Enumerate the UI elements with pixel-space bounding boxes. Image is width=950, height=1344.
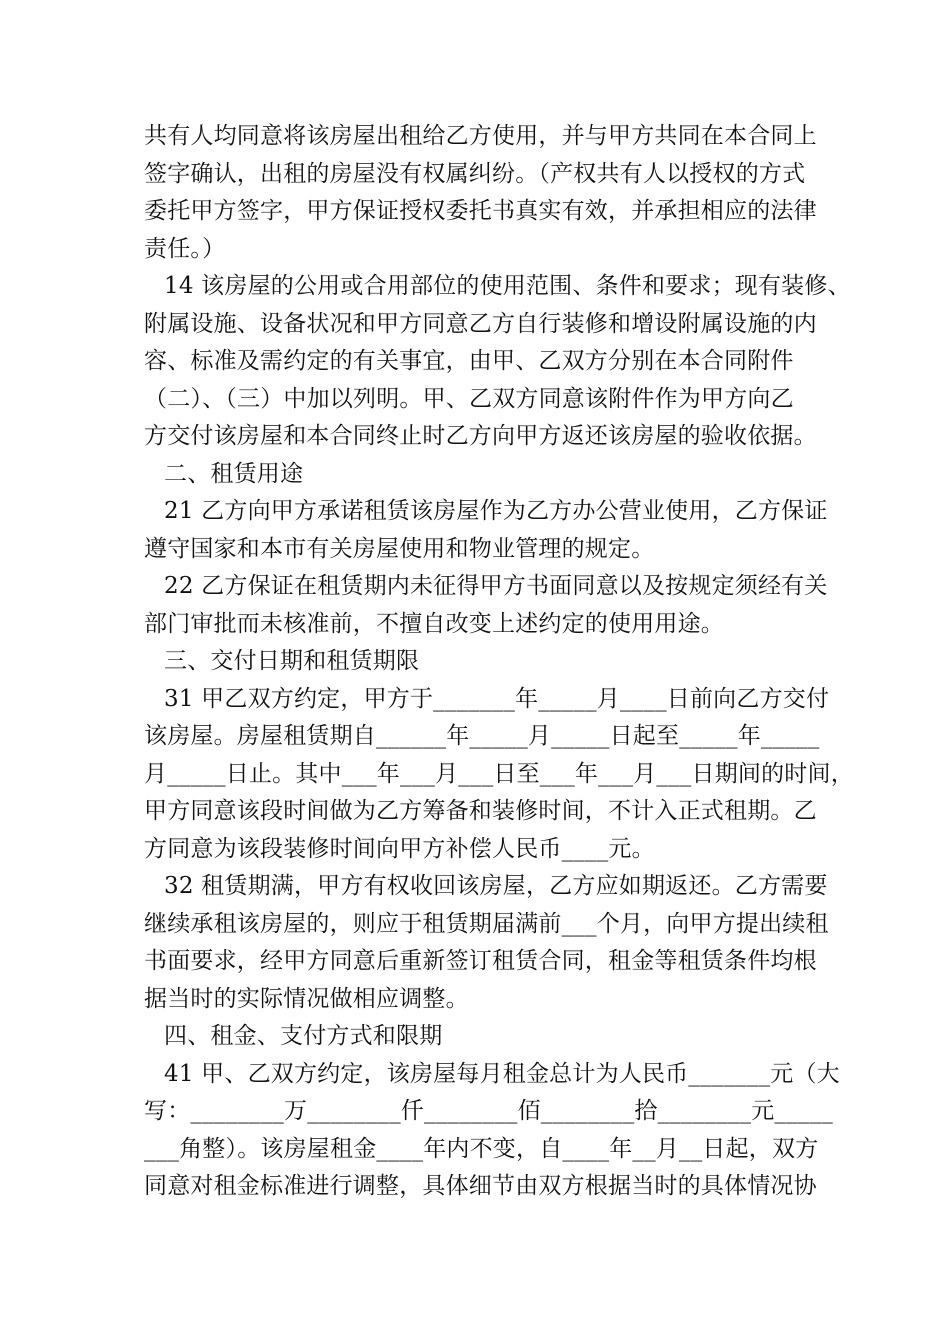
text-line: 写：________万________仟________佰________拾________元_____	[144, 1098, 833, 1124]
section-heading-delivery-and-term: 三、交付日期和租赁期限	[164, 648, 420, 674]
text-line: 共有人均同意将该房屋出租给乙方使用，并与甲方共同在本合同上	[144, 123, 817, 149]
text-line: 继续承租该房屋的，则应于租赁期届满前___个月，向甲方提出续租	[144, 910, 829, 937]
clause-1-4-start: 14 该房屋的公用或合用部位的使用范围、条件和要求；现有装修、	[164, 273, 851, 299]
text-line: 据当时的实际情况做相应调整。	[144, 985, 469, 1012]
clause-2-1-start: 21 乙方向甲方承诺租赁该房屋作为乙方办公营业使用，乙方保证	[164, 498, 828, 524]
text-line: 责任。）	[144, 235, 226, 262]
section-heading-lease-purpose: 二、租赁用途	[164, 460, 304, 487]
text-line: 同意对租金标准进行调整，具体细节由双方根据当时的具体情况协	[144, 1173, 817, 1199]
text-line: 委托甲方签字，甲方保证授权委托书真实有效，并承担相应的法律	[144, 198, 817, 224]
clause-3-1-start: 31 甲乙双方约定，甲方于_______年_____月____日前向乙方交付	[164, 685, 830, 712]
text-line: 该房屋。房屋租赁期自______年_____月_____日起至_____年_____	[144, 723, 820, 749]
section-heading-rent-and-payment: 四、租金、支付方式和限期	[164, 1023, 443, 1049]
text-line: 书面要求，经甲方同意后重新签订租赁合同，租金等租赁条件均根	[144, 948, 817, 974]
clause-4-1-start: 41 甲、乙双方约定，该房屋每月租金总计为人民币_______元（大	[164, 1060, 840, 1087]
text-line: 附属设施、设备状况和甲方同意乙方自行装修和增设附属设施的内	[144, 310, 817, 337]
text-line: ___角整）。该房屋租金____年内不变，自____年__月__日起，双方	[144, 1135, 819, 1162]
text-line: 方交付该房屋和本合同终止时乙方向甲方返还该房屋的验收依据。	[144, 423, 817, 449]
text-line: 容、标准及需约定的有关事宜，由甲、乙双方分别在本合同附件	[144, 348, 794, 374]
text-line: 签字确认，出租的房屋没有权属纠纷。（产权共有人以授权的方式	[144, 160, 806, 187]
text-line: 方同意为该段装修时间向甲方补偿人民币____元。	[144, 835, 655, 862]
clause-3-2-start: 32 租赁期满，甲方有权收回该房屋，乙方应如期返还。乙方需要	[164, 873, 828, 899]
clause-2-2-start: 22 乙方保证在租赁期内未征得甲方书面同意以及按规定须经有关	[164, 573, 828, 599]
text-line: 甲方同意该段时间做为乙方筹备和装修时间，不计入正式租期。乙	[144, 798, 817, 824]
text-line: 部门审批而未核准前，不擅自改变上述约定的使用用途。	[144, 610, 724, 637]
text-line: （二）、（三）中加以列明。甲、乙双方同意该附件作为甲方向乙	[144, 385, 794, 412]
text-line: 遵守国家和本市有关房屋使用和物业管理的规定。	[144, 535, 655, 562]
document-body	[144, 118, 854, 1206]
text-line: 月_____日止。其中___年___月___日至___年___月___日期间的时间，	[144, 760, 854, 787]
